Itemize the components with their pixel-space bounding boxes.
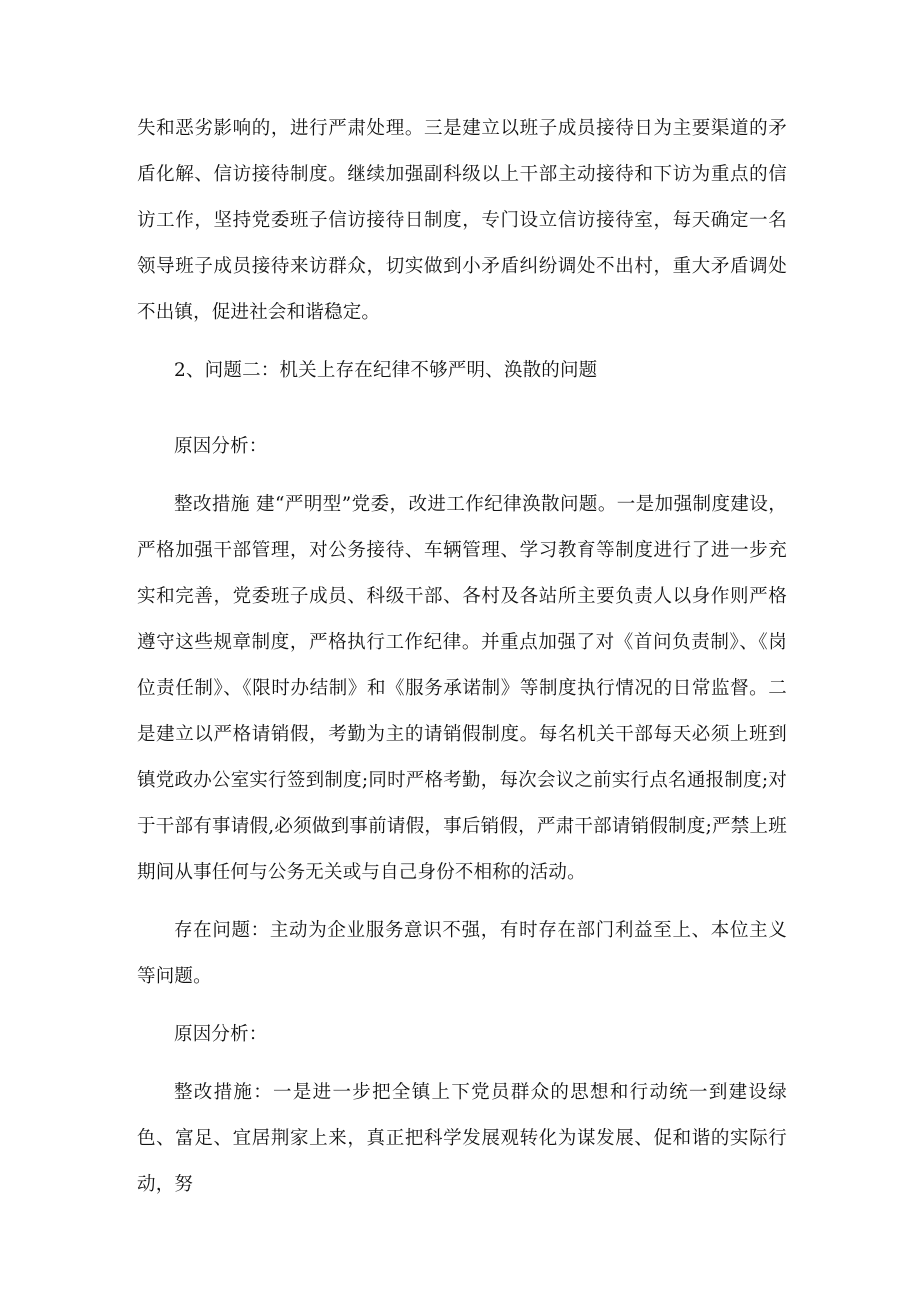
cause-analysis-label-2: 原因分析： (174, 1024, 268, 1045)
rectification-measures-paragraph: 整改措施 建“严明型”党委，改进工作纪律涣散问题。一是加强制度建设，严格加强干部管理，对公务接待、车辆管理、学习教育等制度进行了进一步充实和完善，党委班子成员、科级干部、各村及各站所主要负责人以身作则严格遵守这些规章制度，严格执行工作纪律。并重点加强了对《首问负责制》、《岗位责任制》、《限时办结制》和《服务承诺制》等制度执行情况的日常监督。二是建立以严格请销假，考勤为主的请销假制度。每名机关干部每天必须上班到镇党政办公室实行签到制度;同时严格考勤，每次会议之前实行点名通报制度;对于干部有事请假,必须做到事前请假，事后销假，严肃干部请销假制度;严禁上班期间从事任何与公务无关或与自己身份不相称的活动。 (137, 494, 787, 883)
existing-problem-paragraph: 存在问题：主动为企业服务意识不强，有时存在部门利益至上、本位主义等问题。 (137, 920, 787, 987)
rectification-measures-paragraph-2: 整改措施：一是进一步把全镇上下党员群众的思想和行动统一到建设绿色、富足、宜居荆家上来，真正把科学发展观转化为谋发展、促和谐的实际行动，努 (137, 1082, 787, 1195)
paragraph-continuation: 失和恶劣影响的，进行严肃处理。三是建立以班子成员接待日为主要渠道的矛盾化解、信访接待制度。继续加强副科级以上干部主动接待和下访为重点的信访工作，坚持党委班子信访接待日制度，专门设立信访接待室，每天确定一名领导班子成员接待来访群众，切实做到小矛盾纠纷调处不出村，重大矛盾调处不出镇，促进社会和谐稳定。 (137, 118, 787, 323)
section-heading-issue-2: 2、问题二：机关上存在纪律不够严明、涣散的问题 (174, 360, 598, 381)
cause-analysis-label: 原因分析： (174, 436, 268, 457)
document-body (137, 106, 787, 1208)
